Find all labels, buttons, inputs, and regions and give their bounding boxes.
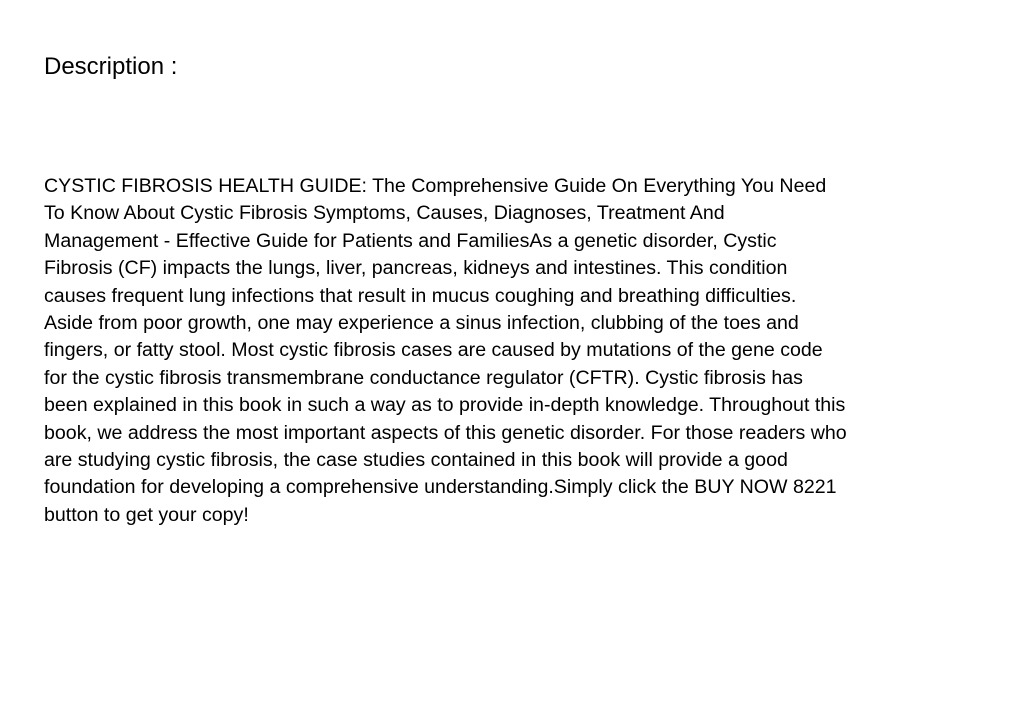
description-body [44, 173, 994, 529]
description-line: CYSTIC FIBROSIS HEALTH GUIDE: The Comprehensive Guide On Everything You Need [44, 175, 827, 197]
description-line: been explained in this book in such a way as to provide in-depth knowledge. Throughout this [44, 394, 846, 417]
description-line: Fibrosis (CF) impacts the lungs, liver, pancreas, kidneys and intestines. This condition [44, 257, 788, 280]
description-line: book, we address the most important aspects of this genetic disorder. For those readers who [44, 421, 847, 444]
description-line: To Know About Cystic Fibrosis Symptoms, Causes, Diagnoses, Treatment And [44, 202, 725, 225]
description-line: Aside from poor growth, one may experience a sinus infection, clubbing of the toes and [44, 312, 799, 335]
description-line: fingers, or fatty stool. Most cystic fibrosis cases are caused by mutations of the gene code [44, 339, 823, 362]
description-line: are studying cystic fibrosis, the case studies contained in this book will provide a good [44, 449, 788, 472]
description-line: button to get your copy! [44, 503, 249, 526]
description-line: causes frequent lung infections that result in mucus coughing and breathing difficulties. [44, 284, 797, 307]
description-line: foundation for developing a comprehensive understanding.Simply click the BUY NOW 8221 [44, 476, 837, 499]
description-line: for the cystic fibrosis transmembrane conductance regulator (CFTR). Cystic fibrosis has [44, 366, 803, 389]
description-heading: Description : [44, 53, 178, 80]
description-line: Management - Effective Guide for Patients and FamiliesAs a genetic disorder, Cystic [44, 229, 777, 252]
